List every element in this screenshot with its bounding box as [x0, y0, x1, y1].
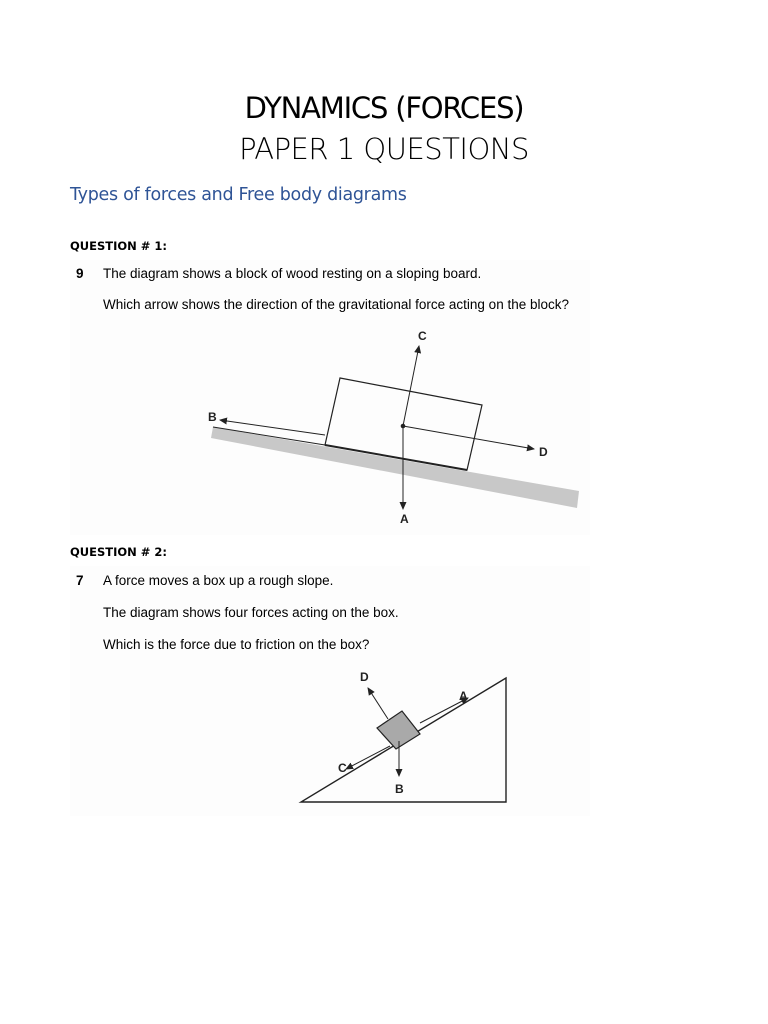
question-2-text-line: The diagram shows four forces acting on the box. [103, 605, 399, 620]
question-1-label: QUESTION # 1: [70, 239, 168, 253]
sloping-board [211, 427, 579, 508]
label-a: A [459, 689, 468, 703]
label-c: C [338, 761, 347, 775]
arrow-d [403, 426, 534, 449]
document-subtitle: PAPER 1 QUESTIONS [239, 132, 529, 166]
label-d: D [360, 670, 369, 684]
document-title: DYNAMICS (FORCES) [244, 91, 524, 125]
label-a: A [400, 512, 409, 526]
question-1-text-line: The diagram shows a block of wood resting on a sloping board. [103, 266, 482, 281]
arrow-c [403, 346, 419, 426]
question-2-block [70, 566, 590, 816]
question-2-diagram [70, 566, 590, 816]
question-2-text-line: A force moves a box up a rough slope. [103, 573, 334, 588]
label-b: B [208, 410, 217, 424]
label-c: C [418, 329, 427, 343]
arrow-d [368, 688, 388, 719]
question-1-number: 9 [76, 266, 84, 281]
arrow-c [346, 746, 390, 769]
question-1-block [70, 260, 590, 535]
question-1-text-line: Which arrow shows the direction of the gravitational force acting on the block? [103, 297, 569, 312]
question-2-label: QUESTION # 2: [70, 545, 168, 559]
question-1-diagram [70, 260, 590, 535]
section-heading: Types of forces and Free body diagrams [70, 185, 407, 205]
label-d: D [539, 445, 548, 459]
label-b: B [395, 782, 404, 796]
question-2-number: 7 [76, 573, 84, 588]
question-2-text-line: Which is the force due to friction on the box? [103, 637, 370, 652]
